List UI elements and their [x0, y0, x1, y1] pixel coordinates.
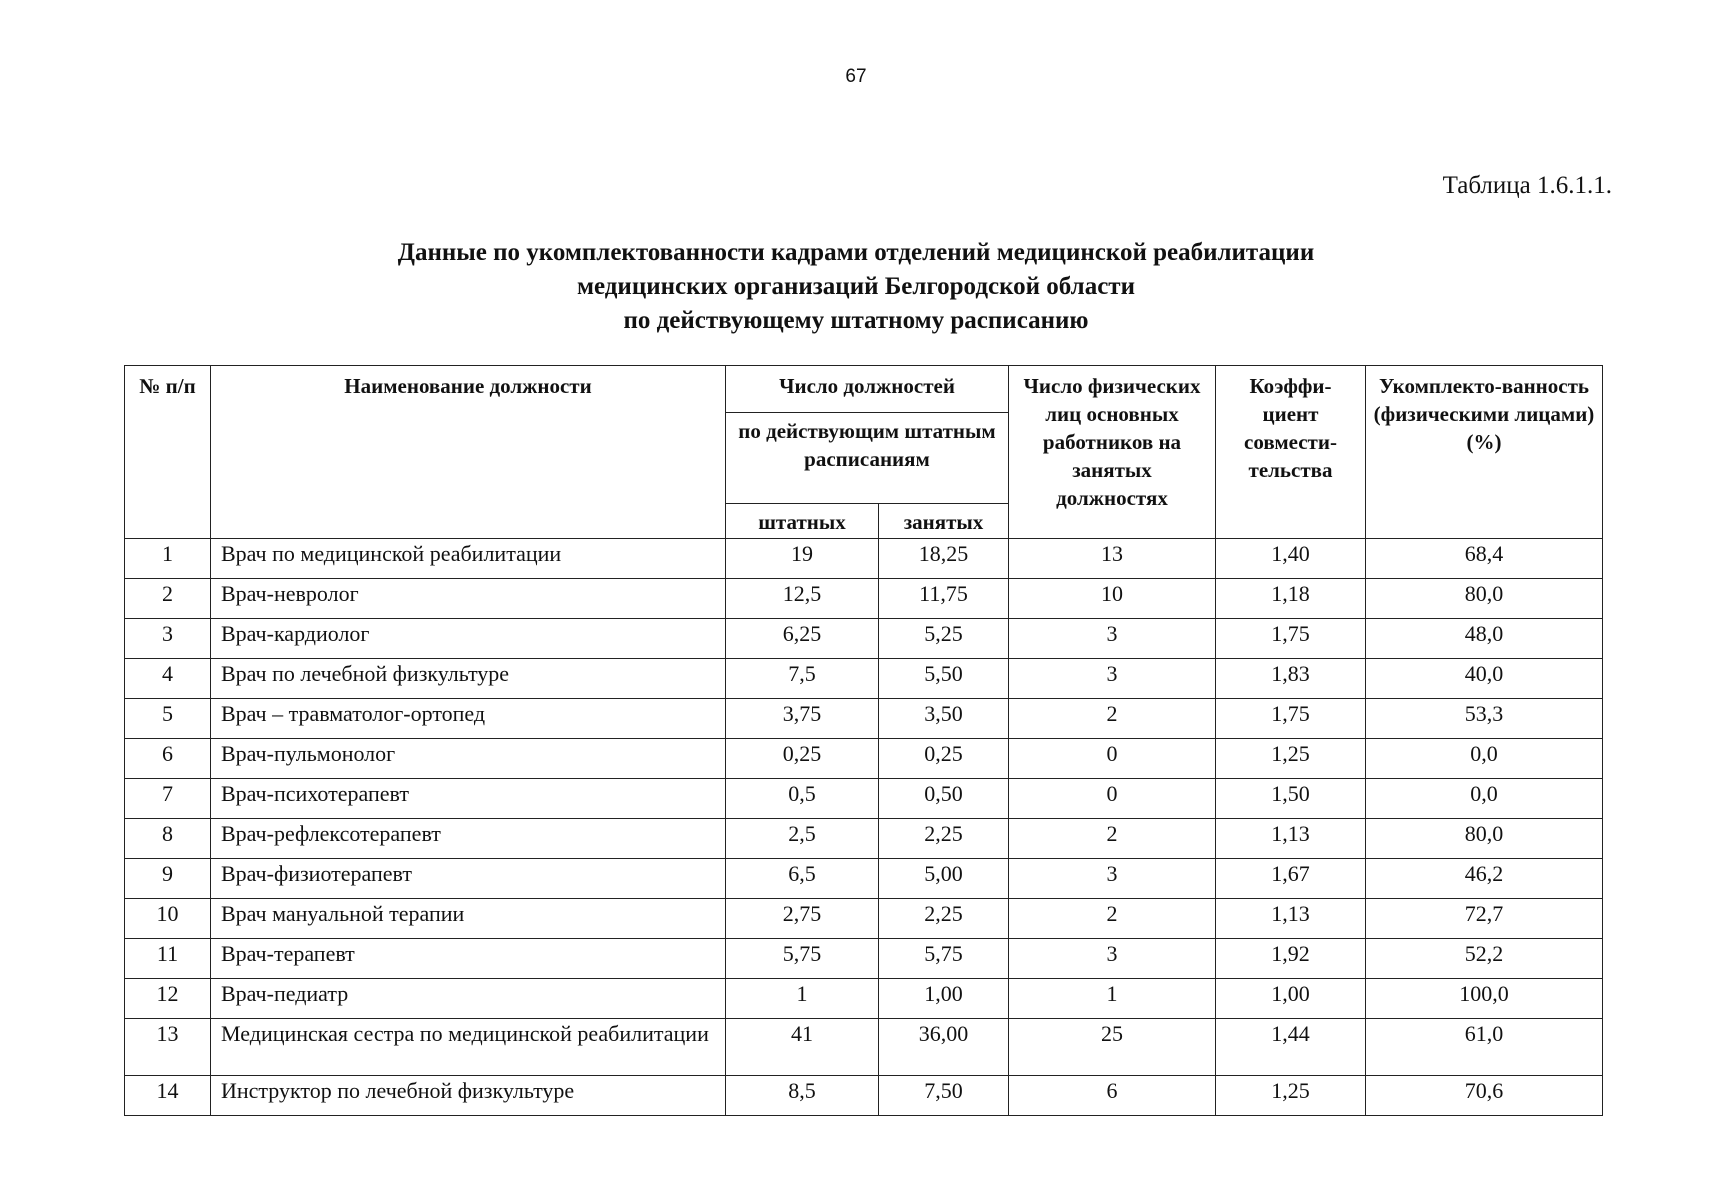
occupied-count-cell: 1,00 — [879, 979, 1009, 1019]
staffing-percent-cell: 80,0 — [1366, 579, 1603, 619]
table-row — [125, 979, 1603, 1019]
occupied-count-cell: 7,50 — [879, 1076, 1009, 1116]
table-body — [125, 539, 1603, 1116]
staffing-percent-cell: 80,0 — [1366, 819, 1603, 859]
staffing-percent-cell: 52,2 — [1366, 939, 1603, 979]
row-number-cell: 4 — [125, 659, 211, 699]
staffed-count-cell: 7,5 — [726, 659, 879, 699]
position-name-cell: Врач-кардиолог — [211, 619, 726, 659]
coefficient-cell: 1,40 — [1216, 539, 1366, 579]
table-row — [125, 579, 1603, 619]
table-row — [125, 699, 1603, 739]
occupied-count-cell: 0,25 — [879, 739, 1009, 779]
persons-count-cell: 0 — [1009, 779, 1216, 819]
position-name-cell: Врач-пульмонолог — [211, 739, 726, 779]
staffed-count-cell: 6,5 — [726, 859, 879, 899]
table-row — [125, 939, 1603, 979]
occupied-count-cell: 5,75 — [879, 939, 1009, 979]
title-line-3: по действующему штатному расписанию — [623, 307, 1089, 334]
table-row — [125, 619, 1603, 659]
title-line-1: Данные по укомплектованности кадрами отделений медицинской реабилитации — [397, 239, 1315, 266]
table-row — [125, 899, 1603, 939]
staffing-percent-cell: 0,0 — [1366, 739, 1603, 779]
row-number-cell: 10 — [125, 899, 211, 939]
coefficient-cell: 1,75 — [1216, 699, 1366, 739]
header-coefficient: Коэффи-циент совмести-тельства — [1216, 366, 1366, 539]
table-caption: Таблица 1.6.1.1. — [1442, 172, 1612, 199]
occupied-count-cell: 2,25 — [879, 819, 1009, 859]
staffed-count-cell: 0,5 — [726, 779, 879, 819]
header-occupied: занятых — [879, 504, 1009, 539]
position-name-cell: Врач-психотерапевт — [211, 779, 726, 819]
staffed-count-cell: 19 — [726, 539, 879, 579]
header-staffed: штатных — [726, 504, 879, 539]
staffed-count-cell: 41 — [726, 1019, 879, 1076]
position-name-cell: Врач-педиатр — [211, 979, 726, 1019]
table-row — [125, 1019, 1603, 1076]
staffed-count-cell: 12,5 — [726, 579, 879, 619]
coefficient-cell: 1,00 — [1216, 979, 1366, 1019]
occupied-count-cell: 36,00 — [879, 1019, 1009, 1076]
header-persons: Число физических лиц основных работников на занятых должностях — [1009, 366, 1216, 539]
persons-count-cell: 3 — [1009, 619, 1216, 659]
occupied-count-cell: 18,25 — [879, 539, 1009, 579]
coefficient-cell: 1,75 — [1216, 619, 1366, 659]
row-number-cell: 9 — [125, 859, 211, 899]
position-name-cell: Медицинская сестра по медицинской реабилитации — [211, 1019, 726, 1076]
staffing-percent-cell: 72,7 — [1366, 899, 1603, 939]
staffing-percent-cell: 68,4 — [1366, 539, 1603, 579]
header-staffing: Укомплекто-ванность (физическими лицами) (%) — [1366, 366, 1603, 539]
persons-count-cell: 2 — [1009, 819, 1216, 859]
occupied-count-cell: 5,50 — [879, 659, 1009, 699]
persons-count-cell: 10 — [1009, 579, 1216, 619]
persons-count-cell: 25 — [1009, 1019, 1216, 1076]
position-name-cell: Врач – травматолог-ортопед — [211, 699, 726, 739]
staffed-count-cell: 0,25 — [726, 739, 879, 779]
staffing-percent-cell: 48,0 — [1366, 619, 1603, 659]
coefficient-cell: 1,83 — [1216, 659, 1366, 699]
staffing-percent-cell: 40,0 — [1366, 659, 1603, 699]
title-line-2: медицинских организаций Белгородской области — [576, 273, 1135, 300]
staffed-count-cell: 8,5 — [726, 1076, 879, 1116]
table-row — [125, 739, 1603, 779]
staffing-percent-cell: 100,0 — [1366, 979, 1603, 1019]
table-row — [125, 659, 1603, 699]
staffed-count-cell: 3,75 — [726, 699, 879, 739]
position-name-cell: Врач по медицинской реабилитации — [211, 539, 726, 579]
occupied-count-cell: 5,00 — [879, 859, 1009, 899]
header-by-schedule: по действующим штатным расписаниям — [726, 413, 1009, 504]
persons-count-cell: 6 — [1009, 1076, 1216, 1116]
row-number-cell: 3 — [125, 619, 211, 659]
staffed-count-cell: 2,5 — [726, 819, 879, 859]
document-title — [0, 236, 1712, 338]
position-name-cell: Инструктор по лечебной физкультуре — [211, 1076, 726, 1116]
staffed-count-cell: 2,75 — [726, 899, 879, 939]
position-name-cell: Врач-физиотерапевт — [211, 859, 726, 899]
position-name-cell: Врач-невролог — [211, 579, 726, 619]
staffing-percent-cell: 53,3 — [1366, 699, 1603, 739]
coefficient-cell: 1,18 — [1216, 579, 1366, 619]
staffed-count-cell: 5,75 — [726, 939, 879, 979]
persons-count-cell: 0 — [1009, 739, 1216, 779]
row-number-cell: 2 — [125, 579, 211, 619]
coefficient-cell: 1,13 — [1216, 899, 1366, 939]
row-number-cell: 5 — [125, 699, 211, 739]
persons-count-cell: 3 — [1009, 939, 1216, 979]
table-row — [125, 859, 1603, 899]
coefficient-cell: 1,92 — [1216, 939, 1366, 979]
persons-count-cell: 3 — [1009, 659, 1216, 699]
coefficient-cell: 1,67 — [1216, 859, 1366, 899]
coefficient-cell: 1,25 — [1216, 739, 1366, 779]
occupied-count-cell: 5,25 — [879, 619, 1009, 659]
table-header — [125, 366, 1603, 539]
occupied-count-cell: 2,25 — [879, 899, 1009, 939]
row-number-cell: 1 — [125, 539, 211, 579]
persons-count-cell: 3 — [1009, 859, 1216, 899]
staffing-percent-cell: 70,6 — [1366, 1076, 1603, 1116]
row-number-cell: 11 — [125, 939, 211, 979]
header-positions-count: Число должностей — [726, 366, 1009, 413]
row-number-cell: 13 — [125, 1019, 211, 1076]
staffing-percent-cell: 46,2 — [1366, 859, 1603, 899]
table-row — [125, 1076, 1603, 1116]
row-number-cell: 8 — [125, 819, 211, 859]
position-name-cell: Врач мануальной терапии — [211, 899, 726, 939]
header-position: Наименование должности — [211, 366, 726, 539]
persons-count-cell: 2 — [1009, 899, 1216, 939]
staffed-count-cell: 6,25 — [726, 619, 879, 659]
row-number-cell: 7 — [125, 779, 211, 819]
coefficient-cell: 1,50 — [1216, 779, 1366, 819]
coefficient-cell: 1,44 — [1216, 1019, 1366, 1076]
occupied-count-cell: 3,50 — [879, 699, 1009, 739]
position-name-cell: Врач по лечебной физкультуре — [211, 659, 726, 699]
coefficient-cell: 1,25 — [1216, 1076, 1366, 1116]
staffing-table — [124, 365, 1603, 1116]
position-name-cell: Врач-рефлексотерапевт — [211, 819, 726, 859]
table-row — [125, 819, 1603, 859]
page-number: 67 — [845, 66, 867, 87]
coefficient-cell: 1,13 — [1216, 819, 1366, 859]
table-row — [125, 779, 1603, 819]
occupied-count-cell: 11,75 — [879, 579, 1009, 619]
persons-count-cell: 1 — [1009, 979, 1216, 1019]
header-number: № п/п — [125, 366, 211, 539]
row-number-cell: 14 — [125, 1076, 211, 1116]
persons-count-cell: 13 — [1009, 539, 1216, 579]
staffing-percent-cell: 61,0 — [1366, 1019, 1603, 1076]
persons-count-cell: 2 — [1009, 699, 1216, 739]
row-number-cell: 12 — [125, 979, 211, 1019]
occupied-count-cell: 0,50 — [879, 779, 1009, 819]
row-number-cell: 6 — [125, 739, 211, 779]
staffed-count-cell: 1 — [726, 979, 879, 1019]
position-name-cell: Врач-терапевт — [211, 939, 726, 979]
table-row — [125, 539, 1603, 579]
staffing-percent-cell: 0,0 — [1366, 779, 1603, 819]
